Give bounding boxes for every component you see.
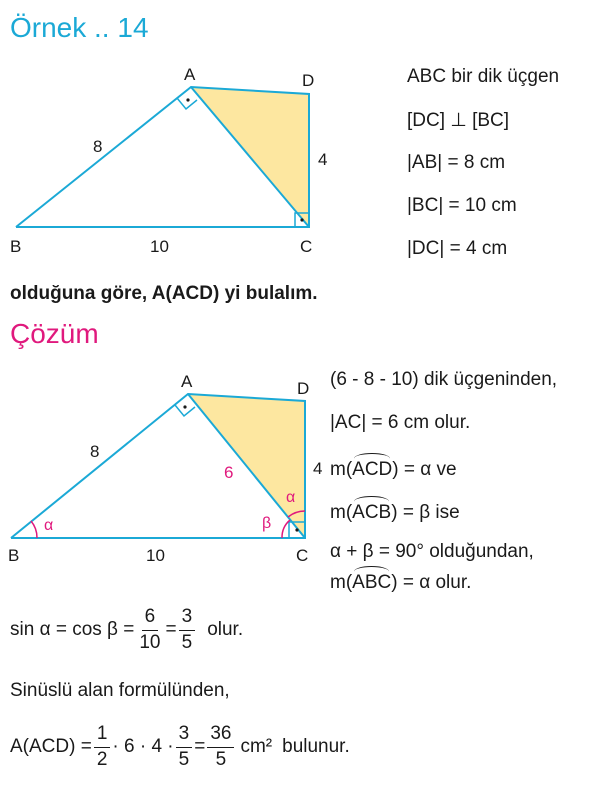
- length-bc: 10: [150, 237, 169, 256]
- length-dc: 4: [318, 150, 328, 169]
- label-c: C: [296, 546, 309, 565]
- solution-title: Çözüm: [10, 318, 99, 349]
- question-text: olduğuna göre, A(ACD) yi bulalım.: [10, 283, 318, 304]
- label-a: A: [181, 372, 193, 391]
- solution-line-2: |AC| = 6 cm olur.: [330, 412, 471, 433]
- fraction-6-10: $\frac{6}{10}$: [139, 606, 161, 653]
- solution-line-1: (6 - 8 - 10) dik üçgeninden,: [330, 369, 558, 390]
- trig-lhs: sin α = cos β =: [10, 619, 135, 641]
- area-lhs: A(ACD) =: [10, 736, 92, 758]
- fraction-3-5: $\frac{3}{5}$: [179, 607, 196, 654]
- solution-line-6: m(ABC) = α olur.: [330, 568, 471, 594]
- right-angle-dot-c: [300, 218, 303, 221]
- example-title: Örnek .. 14: [10, 12, 149, 43]
- length-ac: 6: [224, 463, 234, 482]
- fraction-1-2: $\frac{1}{2}$: [94, 724, 111, 771]
- right-angle-dot-a: [186, 98, 189, 101]
- right-angle-dot-c: [295, 528, 298, 531]
- area-equation: A(ACD) = $\frac{1}{2}$ · 6 · 4 · $\frac{3}{5}$ = $\frac{36}{5}$ cm² bulunur.: [10, 723, 350, 770]
- fraction-36-5: $\frac{36}{5}$: [207, 724, 234, 771]
- given-line-2: [DC] ⊥ [BC]: [407, 110, 510, 131]
- given-line-1: ABC bir dik üçgen: [407, 66, 560, 87]
- trig-equation: sin α = cos β = $\frac{6}{10}$ = $\frac{3}{5}$ olur.: [10, 606, 244, 653]
- given-line-5: |DC| = 4 cm: [407, 238, 508, 259]
- length-bc: 10: [146, 546, 165, 565]
- area-unit: cm²: [240, 736, 273, 758]
- length-dc: 4: [313, 459, 323, 478]
- fraction-3-5-area: $\frac{3}{5}$: [176, 724, 193, 771]
- label-c: C: [300, 237, 313, 256]
- label-a: A: [184, 65, 196, 84]
- solution-figure: [0, 365, 330, 570]
- label-b: B: [10, 237, 22, 256]
- arc-acd: ACD: [352, 455, 392, 481]
- solution-line-5: α + β = 90° olduğundan,: [330, 541, 534, 562]
- arc-abc: ABC: [352, 568, 391, 594]
- label-b: B: [8, 546, 20, 565]
- example-figure: [0, 60, 380, 270]
- beta-label-c: β: [262, 515, 272, 532]
- alpha-label-b: α: [44, 517, 54, 534]
- given-line-3: |AB| = 8 cm: [407, 152, 506, 173]
- arc-acb: ACB: [352, 498, 391, 524]
- alpha-label-c: α: [286, 489, 296, 506]
- right-angle-dot-a: [183, 405, 186, 408]
- alpha-arc-b: [31, 521, 37, 538]
- given-line-4: |BC| = 10 cm: [407, 195, 517, 216]
- label-d: D: [297, 379, 310, 398]
- length-ab: 8: [93, 137, 103, 156]
- solution-line-3: m(ACD) = α ve: [330, 455, 457, 481]
- length-ab: 8: [90, 442, 100, 461]
- sinus-formula-text: Sinüslü alan formülünden,: [10, 680, 230, 701]
- label-d: D: [302, 71, 315, 90]
- solution-line-4: m(ACB) = β ise: [330, 498, 460, 524]
